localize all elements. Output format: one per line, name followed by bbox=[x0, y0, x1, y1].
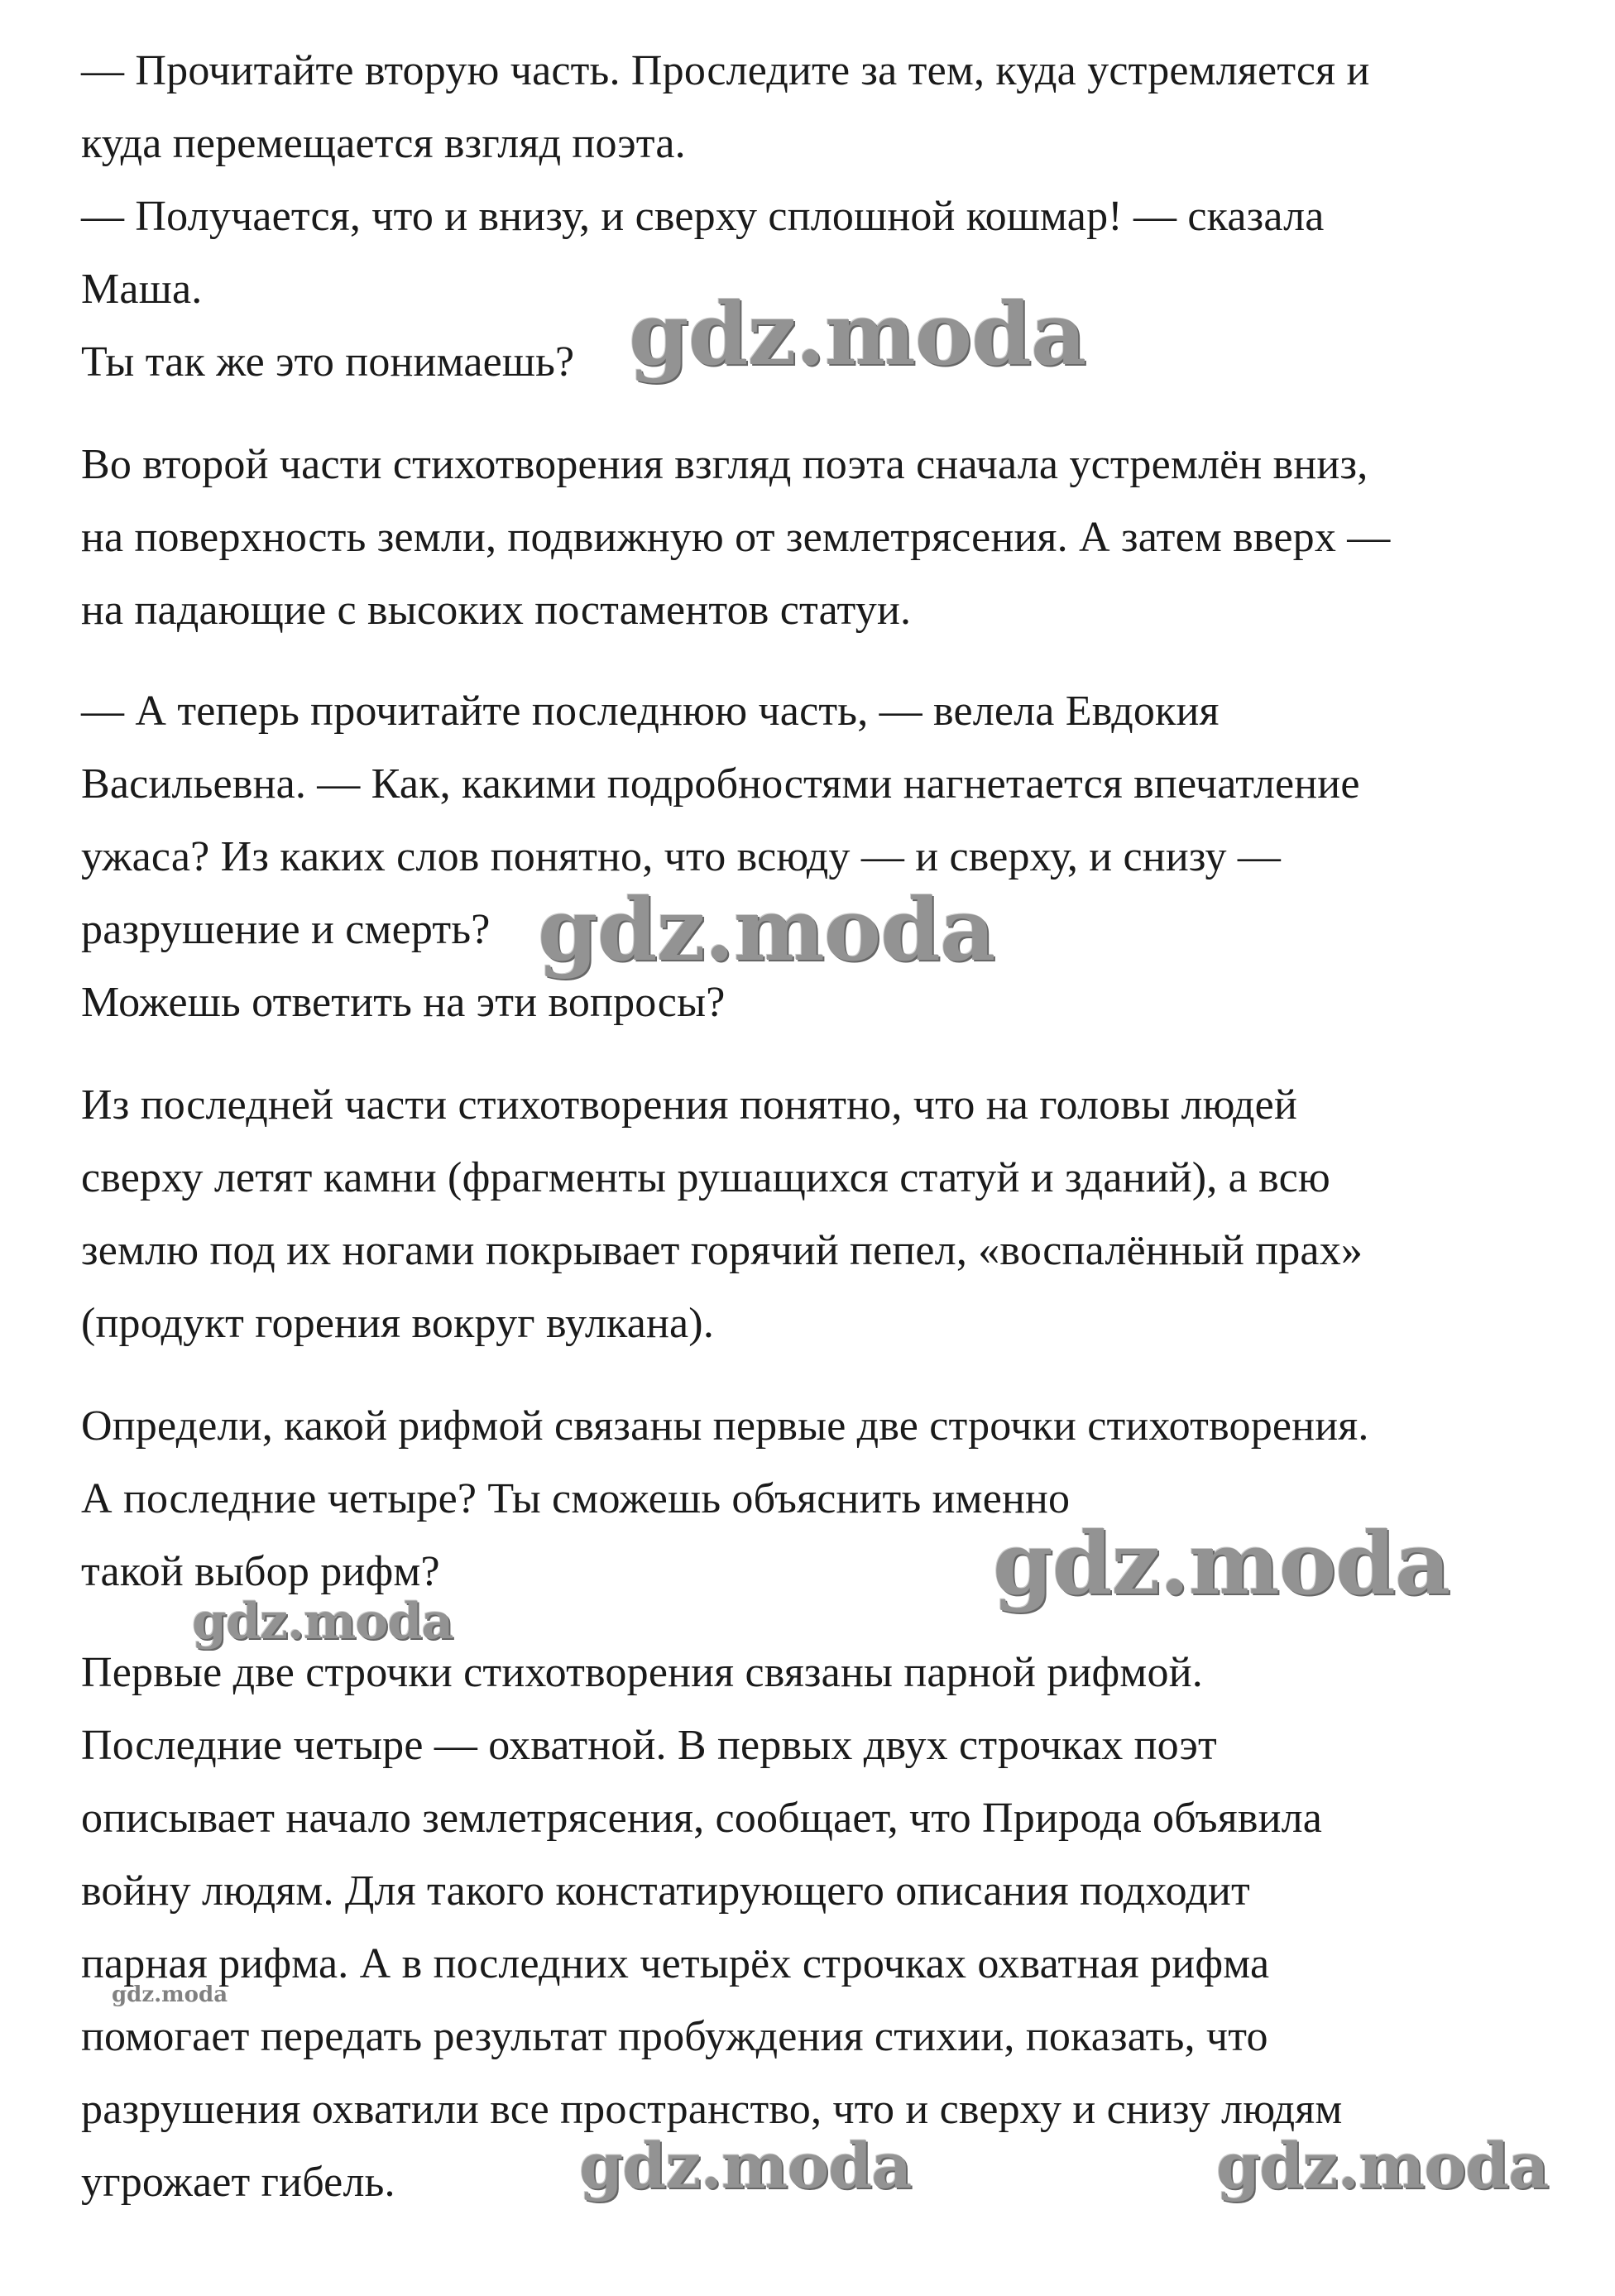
text-line: Маша. bbox=[81, 266, 203, 313]
text-line: Можешь ответить на эти вопросы? bbox=[81, 979, 726, 1026]
text-line: описывает начало землетрясения, сообщает, что Природа объявила bbox=[81, 1795, 1323, 1842]
text-line: Определи, какой рифмой связаны первые две строчки стихотворения. bbox=[81, 1402, 1369, 1450]
watermark-logo: gdz.moda bbox=[629, 283, 1086, 385]
watermark-logo: gdz.moda bbox=[192, 1593, 453, 1651]
text-line: войну людям. Для такого констатирующего описания подходит bbox=[81, 1867, 1250, 1915]
text-line: Первые две строчки стихотворения связаны парной рифмой. bbox=[81, 1649, 1203, 1696]
text-line: Из последней части стихотворения понятно, что на головы людей bbox=[81, 1081, 1297, 1129]
text-line: разрушение и смерть? bbox=[81, 906, 491, 953]
text-line: Во второй части стихотворения взгляд поэта сначала устремлён вниз, bbox=[81, 441, 1368, 488]
text-line: Ты так же это понимаешь? bbox=[81, 338, 575, 386]
text-line: парная рифма. А в последних четырёх строчках охватная рифма bbox=[81, 1940, 1270, 1987]
text-line: А последние четыре? Ты сможешь объяснить именно bbox=[81, 1475, 1071, 1522]
watermark-logo: gdz.moda bbox=[538, 879, 995, 980]
paragraph-answer-part-two bbox=[81, 429, 1570, 647]
text-line: на поверхность земли, подвижную от землетрясения. А затем вверх — bbox=[81, 514, 1391, 561]
text-line: сверху летят камни (фрагменты рушащихся статуй и зданий), а всю bbox=[81, 1154, 1330, 1201]
text-line: ужаса? Из каких слов понятно, что всюду — и сверху, и снизу — bbox=[81, 833, 1282, 880]
text-line: такой выбор рифм? bbox=[81, 1548, 440, 1595]
watermark-logo: gdz.moda bbox=[579, 2129, 912, 2203]
text-line: (продукт горения вокруг вулкана). bbox=[81, 1300, 715, 1347]
watermark-logo: gdz.moda bbox=[112, 1982, 228, 2007]
text-line: разрушения охватили все пространство, что и сверху и снизу людям bbox=[81, 2086, 1343, 2133]
text-line: землю под их ногами покрывает горячий пепел, «воспалённый прах» bbox=[81, 1227, 1363, 1274]
text-line: — Получается, что и внизу, и сверху сплошной кошмар! — сказала bbox=[81, 193, 1325, 240]
text-line: угрожает гибель. bbox=[81, 2159, 395, 2206]
paragraph-question-last-part bbox=[81, 675, 1570, 1039]
text-line: Васильевна. — Как, какими подробностями нагнетается впечатление bbox=[81, 760, 1360, 808]
text-line: — Прочитайте вторую часть. Проследите за тем, куда устремляется и bbox=[81, 47, 1370, 94]
watermark-logo: gdz.moda bbox=[1216, 2129, 1549, 2203]
text-line: куда перемещается взгляд поэта. bbox=[81, 120, 686, 167]
text-line: помогает передать результат пробуждения стихии, показать, что bbox=[81, 2013, 1268, 2060]
watermark-logo: gdz.moda bbox=[993, 1512, 1450, 1614]
paragraph-answer-last-part bbox=[81, 1069, 1570, 1360]
text-line: — А теперь прочитайте последнюю часть, — велела Евдокия bbox=[81, 688, 1220, 735]
text-line: на падающие с высоких постаментов статуи. bbox=[81, 587, 912, 634]
text-line: Последние четыре — охватной. В первых двух строчках поэт bbox=[81, 1722, 1217, 1769]
